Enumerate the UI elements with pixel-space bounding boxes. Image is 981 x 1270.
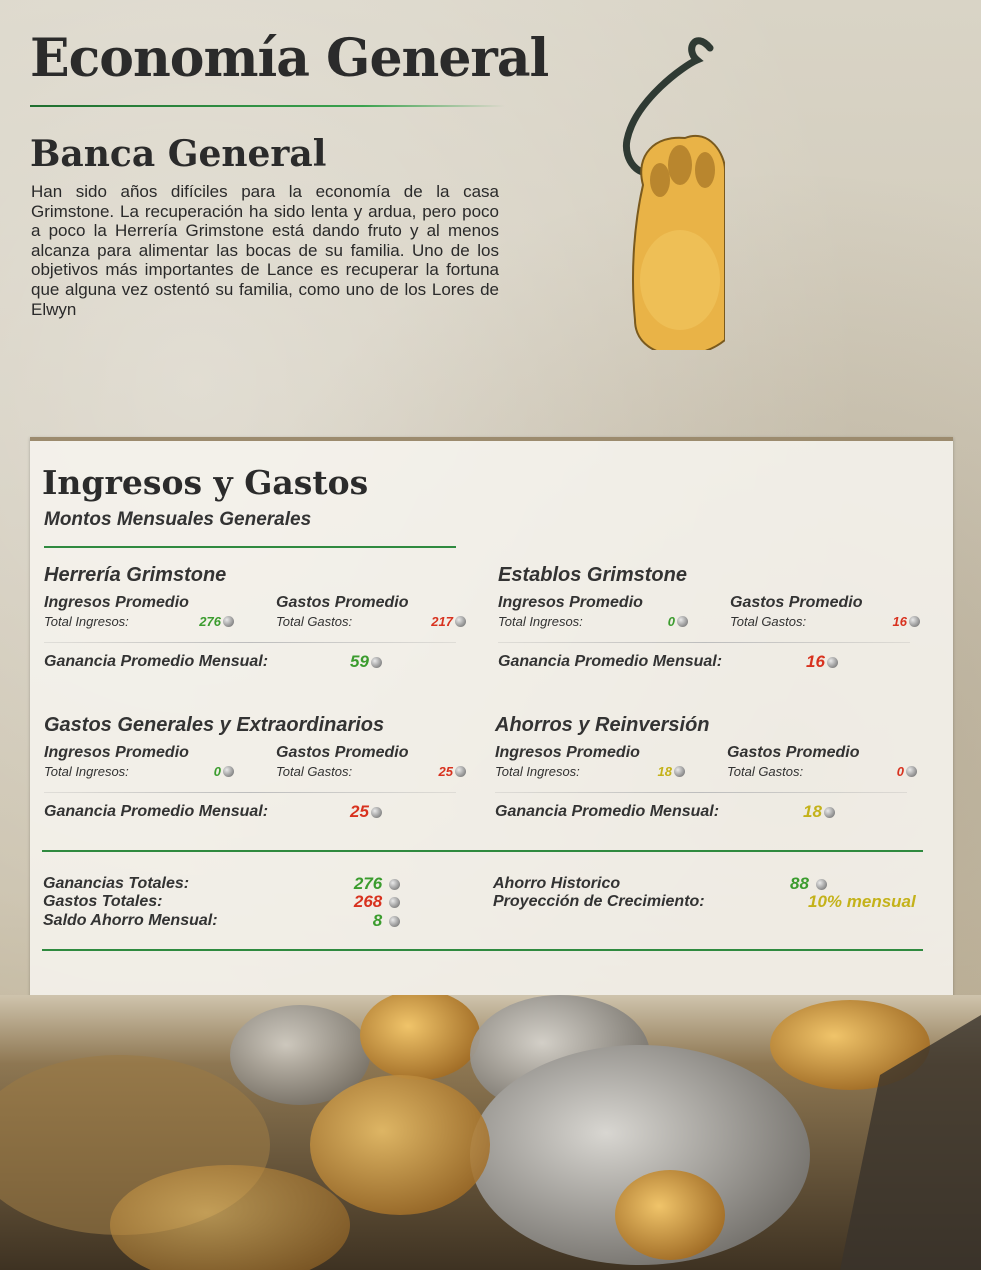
money-bag-icon bbox=[615, 20, 725, 350]
total-profit-label: Ganancias Totales: bbox=[43, 875, 190, 892]
expense-label: Total Gastos: bbox=[727, 764, 804, 779]
expense-column bbox=[276, 594, 466, 632]
profit-value-wrap bbox=[350, 652, 382, 672]
income-value-wrap bbox=[214, 764, 234, 779]
coin-icon bbox=[371, 657, 382, 668]
historic-saving-value: 88 bbox=[790, 874, 809, 893]
income-value: 0 bbox=[667, 614, 675, 629]
growth-value: 10% mensual bbox=[808, 892, 916, 911]
panel-title: Ingresos y Gastos bbox=[42, 463, 369, 502]
income-label: Total Ingresos: bbox=[44, 764, 129, 779]
total-expense-value: 268 bbox=[353, 892, 383, 911]
summary-divider-top bbox=[42, 850, 923, 852]
summary-divider-bottom bbox=[42, 949, 923, 951]
income-column bbox=[498, 594, 688, 632]
coin-icon bbox=[223, 616, 234, 627]
income-label: Total Ingresos: bbox=[44, 614, 129, 629]
coins-illustration bbox=[0, 995, 981, 1270]
expense-column bbox=[276, 744, 466, 782]
intro-paragraph: Han sido años difíciles para la economía de la casa Grimstone. La recuperación ha sido lenta y ardua, pero poco a poco la Herrería Grimstone está dando fruto y al menos alcanza para alimentar las bocas de su familia. Uno de los objetivos más importantes de Lance es recuperar la fortuna que alguna vez ostentó su familia, como uno de los Lores de Elwyn bbox=[31, 182, 499, 319]
total-expense-value-wrap bbox=[330, 892, 400, 912]
coin-icon bbox=[389, 916, 400, 927]
income-value-wrap bbox=[199, 614, 234, 629]
income-heading: Ingresos Promedio bbox=[44, 744, 189, 761]
profit-value: 59 bbox=[350, 652, 369, 671]
income-label: Total Ingresos: bbox=[498, 614, 583, 629]
block-title: Herrería Grimstone bbox=[44, 564, 227, 586]
income-heading: Ingresos Promedio bbox=[498, 594, 643, 611]
coin-icon bbox=[674, 766, 685, 777]
panel-subtitle: Montos Mensuales Generales bbox=[44, 509, 312, 530]
income-column bbox=[44, 744, 234, 782]
expense-value-wrap bbox=[893, 614, 920, 629]
coin-icon bbox=[389, 897, 400, 908]
block-title: Establos Grimstone bbox=[498, 564, 687, 586]
expense-row bbox=[276, 614, 466, 632]
expense-value: 0 bbox=[896, 764, 904, 779]
income-row bbox=[495, 764, 685, 782]
income-row bbox=[44, 764, 234, 782]
coin-icon bbox=[677, 616, 688, 627]
profit-value: 16 bbox=[806, 652, 825, 671]
expense-value: 16 bbox=[892, 614, 907, 629]
expense-row bbox=[727, 764, 917, 782]
income-label: Total Ingresos: bbox=[495, 764, 580, 779]
total-expense-label: Gastos Totales: bbox=[43, 893, 163, 910]
block-herreria bbox=[44, 564, 464, 684]
income-expense-panel bbox=[30, 437, 953, 999]
coin-icon bbox=[223, 766, 234, 777]
subtitle-divider bbox=[44, 546, 456, 548]
historic-saving-value-wrap bbox=[790, 874, 850, 894]
income-value: 276 bbox=[199, 614, 221, 629]
monthly-saving-value: 8 bbox=[372, 911, 383, 930]
expense-value: 217 bbox=[431, 614, 453, 629]
block-divider bbox=[44, 792, 456, 793]
total-profit-value-wrap bbox=[330, 874, 400, 894]
expense-label: Total Gastos: bbox=[276, 764, 353, 779]
coin-icon bbox=[455, 616, 466, 627]
profit-value: 18 bbox=[803, 802, 822, 821]
coin-icon bbox=[906, 766, 917, 777]
expense-column bbox=[730, 594, 920, 632]
total-profit-value: 276 bbox=[353, 874, 383, 893]
expense-value-wrap bbox=[431, 614, 466, 629]
profit-value-wrap bbox=[806, 652, 838, 672]
page-title: Economía General bbox=[30, 28, 549, 89]
expense-column bbox=[727, 744, 917, 782]
profit-value: 25 bbox=[350, 802, 369, 821]
section-title: Banca General bbox=[30, 133, 327, 175]
expense-value-wrap bbox=[897, 764, 917, 779]
expense-label: Total Gastos: bbox=[276, 614, 353, 629]
block-establos bbox=[498, 564, 918, 684]
profit-label: Ganancia Promedio Mensual: bbox=[498, 653, 723, 670]
expense-heading: Gastos Promedio bbox=[730, 594, 863, 611]
block-divider bbox=[495, 792, 907, 793]
historic-saving-label: Ahorro Historico bbox=[493, 875, 621, 892]
block-ahorros bbox=[495, 714, 915, 834]
expense-heading: Gastos Promedio bbox=[276, 594, 409, 611]
income-value: 0 bbox=[213, 764, 221, 779]
growth-label: Proyección de Crecimiento: bbox=[493, 893, 705, 910]
income-row bbox=[498, 614, 688, 632]
title-divider bbox=[30, 105, 505, 107]
monthly-saving-value-wrap bbox=[330, 911, 400, 931]
income-value-wrap bbox=[668, 614, 688, 629]
profit-label: Ganancia Promedio Mensual: bbox=[495, 803, 720, 820]
block-title: Ahorros y Reinversión bbox=[495, 714, 710, 736]
profit-value-wrap bbox=[350, 802, 382, 822]
income-column bbox=[495, 744, 685, 782]
monthly-saving-label: Saldo Ahorro Mensual: bbox=[43, 912, 218, 929]
profit-value-wrap bbox=[803, 802, 835, 822]
coin-icon bbox=[816, 879, 827, 890]
block-divider bbox=[44, 642, 456, 643]
expense-value-wrap bbox=[439, 764, 466, 779]
expense-heading: Gastos Promedio bbox=[727, 744, 860, 761]
income-heading: Ingresos Promedio bbox=[44, 594, 189, 611]
expense-value: 25 bbox=[438, 764, 453, 779]
coin-icon bbox=[827, 657, 838, 668]
block-gastos-generales bbox=[44, 714, 464, 834]
coin-icon bbox=[389, 879, 400, 890]
coin-icon bbox=[455, 766, 466, 777]
block-title: Gastos Generales y Extraordinarios bbox=[44, 714, 385, 736]
income-column bbox=[44, 594, 234, 632]
coin-icon bbox=[909, 616, 920, 627]
block-divider bbox=[498, 642, 910, 643]
coin-icon bbox=[371, 807, 382, 818]
income-value-wrap bbox=[658, 764, 685, 779]
income-heading: Ingresos Promedio bbox=[495, 744, 640, 761]
income-value: 18 bbox=[657, 764, 672, 779]
expense-heading: Gastos Promedio bbox=[276, 744, 409, 761]
profit-label: Ganancia Promedio Mensual: bbox=[44, 803, 269, 820]
expense-row bbox=[276, 764, 466, 782]
income-row bbox=[44, 614, 234, 632]
expense-row bbox=[730, 614, 920, 632]
coin-icon bbox=[824, 807, 835, 818]
profit-label: Ganancia Promedio Mensual: bbox=[44, 653, 269, 670]
expense-label: Total Gastos: bbox=[730, 614, 807, 629]
